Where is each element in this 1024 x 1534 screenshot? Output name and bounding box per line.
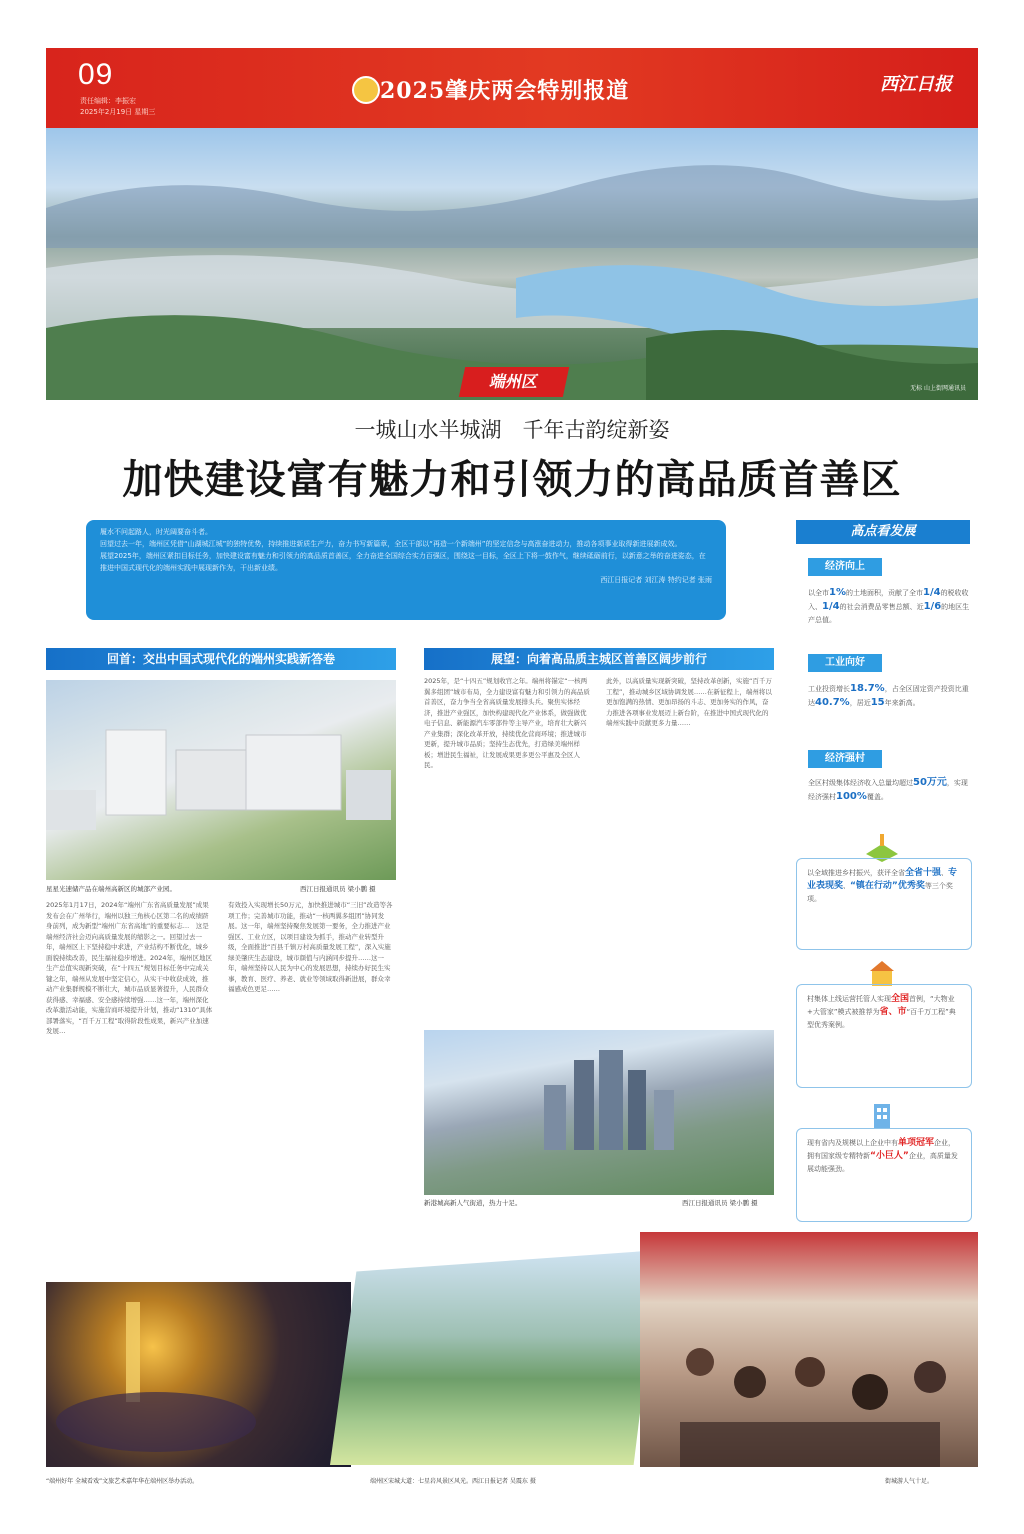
box-text: 等三个奖项。 bbox=[807, 882, 953, 903]
stat-value: 1% bbox=[829, 587, 846, 598]
box-highlight: 全国 bbox=[891, 994, 910, 1004]
sidebar-title: 高点看发展 bbox=[796, 520, 970, 544]
intro-paragraph: 回望过去一年，端州区凭借“山湖城江城”的独特优势，持续推进新质生产力，奋力书写新篇章，全区干部以“再造一个新端州”的坚定信念与高涨奋进动力，推动各项事业取得新进展新成效。 bbox=[100, 540, 682, 548]
emblem-icon bbox=[352, 76, 380, 104]
stat-text: ，占全区固定资产投资比重达 bbox=[808, 685, 969, 707]
stat-text: 的税收收入、 bbox=[808, 589, 969, 611]
intro-paragraph: 展望2025年，端州区紧扣目标任务，加快建设富有魅力和引领力的高品质首善区，全力奋进全国综合实力百强区，围绕这一目标，全区上下将一鼓作气，继续砥砺前行，以新意之举的奋进姿态，在推进中国式现代化的端州实践中展现新作为，干出新业绩。 bbox=[100, 552, 706, 572]
stat-value: 40.7% bbox=[815, 697, 850, 708]
stat-industry bbox=[808, 682, 972, 710]
box-text: 企业，拥有国家级专精特新 bbox=[807, 1139, 956, 1160]
lake-island-photo bbox=[330, 1250, 660, 1465]
stat-villages bbox=[808, 776, 972, 804]
photo2-caption: 新港城高新人气街道，热力十足。 bbox=[424, 1199, 522, 1207]
box-highlight: “镇在行动”优秀奖 bbox=[850, 881, 925, 891]
stat-text: 的土地面积，贡献了全市 bbox=[845, 589, 923, 597]
intro-paragraph: 履水不问起路人，时光阔要奋斗者。 bbox=[100, 528, 212, 536]
photo2-credit: 西江日报通讯员 梁小鹏 摄 bbox=[682, 1199, 758, 1207]
intro-box bbox=[86, 520, 726, 620]
box-text: 首例，“大物业+大管家”模式被推荐为 bbox=[807, 995, 955, 1016]
box-text: 村集体上线运营托管人实现 bbox=[807, 995, 891, 1003]
crowd-figures bbox=[640, 1232, 978, 1467]
stat-value: 18.7% bbox=[850, 683, 885, 694]
special-report-banner: 2025肇庆两会特别报道 bbox=[380, 78, 630, 104]
box-text: “百千万工程”典型优秀案例。 bbox=[807, 1008, 956, 1029]
stat-text: 的地区生产总值。 bbox=[808, 603, 970, 624]
box-text: 以全域推进乡村振兴，获评全省 bbox=[807, 869, 905, 877]
hero-landscape bbox=[46, 128, 978, 400]
page-meta bbox=[80, 96, 155, 118]
box-text: 企业，高质量发展动能强劲。 bbox=[807, 1152, 958, 1173]
stat-value: 1/4 bbox=[822, 601, 840, 612]
box-highlight: 省、市 bbox=[879, 1007, 907, 1017]
district-tag: 端州区 bbox=[459, 367, 569, 397]
stat-economy bbox=[808, 586, 972, 627]
box-text: 、 bbox=[941, 869, 949, 877]
stat-value: 15 bbox=[870, 697, 885, 708]
article-column-left: 2025年1月17日，2024年“端州广东省高质量发展”成果发布会在广州举行，端州以独三角核心区第二名的成绩跻身前列，成为新型“端州广东省高地”的重要标志… 这是端州经济社会迈向高质量发展的缩影之一。回望过去一年，端州区上下坚持稳中求进，产业结构不断优化，城乡面貌持续改善，民生福祉稳步增进。2024年，端州区地区生产总值实现新突破，在“十四五”规划目标任务中完成关键之年，端州从发展中坚定信心，从实干中收获成效，推动产业集群规模不断壮大，城市品质显著提升，人民群众获得感、幸福感、安全感持续增强……这一年，端州深化改革激活动能，实施营商环境提升计划，推动“1310”具体部署落实，“百千万工程”取得阶段性成果，新兴产业加速发展… bbox=[46, 901, 213, 1035]
stat-text: 全区村级集体经济收入总量均超过 bbox=[808, 779, 913, 787]
stat-value: 1/4 bbox=[922, 587, 941, 598]
night-festival-photo bbox=[46, 1282, 351, 1467]
box-highlight: 全省十强 bbox=[905, 868, 942, 878]
photo1-caption: 星星光速储产品在端州高新区的城部产业园。 bbox=[46, 885, 176, 893]
street-crowd-photo bbox=[640, 1232, 978, 1467]
highlight-box-enterprises bbox=[796, 1128, 972, 1222]
sidebar-tag-economy: 经济向上 bbox=[808, 558, 882, 576]
page-title: 加快建设富有魅力和引领力的高品质首善区 bbox=[122, 456, 902, 503]
stat-text: ，实现经济强村 bbox=[808, 779, 968, 801]
stat-value: 50万元 bbox=[913, 777, 947, 788]
box-highlight: 专业表现奖 bbox=[807, 868, 958, 891]
stat-value: 100% bbox=[836, 791, 867, 802]
stat-text: 以全市 bbox=[808, 589, 829, 597]
industrial-park-photo bbox=[46, 680, 396, 880]
festival-stage bbox=[46, 1282, 351, 1467]
stat-text: 年来新高。 bbox=[884, 699, 920, 707]
article-column-middle: 有效投入实现增长50万元，加快推进城市“三旧”改造等各项工作；完善城市功能，推动“一核两翼多组团”协同发展。这一年，端州坚持聚焦发展第一要务，全力推进产业强区、工业立区，以项目建设为抓手，推动产业转型升级，全面推进“百县千镇万村高质量发展工程”，深入实施绿美肇庆生态建设，城市颜值与内涵同步提升……这一年，端州坚持以人民为中心的发展思想，持续办好民生实事，教育、医疗、养老、就业等领域取得新进展，群众幸福感成色更足…… bbox=[228, 901, 393, 993]
city-skyline-photo bbox=[424, 1030, 774, 1195]
stat-value: 1/6 bbox=[923, 601, 942, 612]
bottom-caption-middle: 端州区宋城大道：七星岩风景区风光。西江日报记者 吴震东 摄 bbox=[370, 1478, 536, 1485]
highlight-box-property bbox=[796, 984, 972, 1088]
section-head-outlook: 展望：向着高品质主城区首善区阔步前行 bbox=[424, 648, 774, 670]
factory-buildings bbox=[46, 680, 396, 880]
bottom-caption-left: “端州好年 全城看戏”文旅艺术嘉年华在端州区举办活动。 bbox=[46, 1478, 199, 1485]
highlight-box-rural bbox=[796, 858, 972, 950]
box-text: 、 bbox=[843, 882, 851, 890]
hero-credit: 无标 山上街网通讯员 bbox=[910, 385, 966, 392]
stat-text: 的社会消费品零售总额、近 bbox=[839, 603, 924, 611]
newspaper-logo: 西江日报 bbox=[880, 74, 952, 95]
photo1-credit: 西江日报通讯员 梁小鹏 摄 bbox=[300, 885, 376, 893]
box-text: 现有省内及规模以上企业中有 bbox=[807, 1139, 898, 1147]
subtitle: 一城山水半城湖 千年古韵绽新姿 bbox=[354, 418, 670, 442]
date-line: 2025年2月19日 星期三 bbox=[80, 108, 156, 116]
box-highlight: “小巨人” bbox=[870, 1151, 909, 1161]
office-building-icon bbox=[862, 1100, 902, 1130]
highrise-towers bbox=[424, 1030, 774, 1195]
sidebar-tag-industry: 工业向好 bbox=[808, 654, 882, 672]
stat-text: ，居近 bbox=[849, 699, 871, 707]
stat-text: 工业投资增长 bbox=[808, 685, 850, 693]
page-number: 09 bbox=[78, 58, 114, 91]
sidebar-tag-villages: 经济强村 bbox=[808, 750, 882, 768]
stat-text: 覆盖。 bbox=[866, 793, 888, 801]
bottom-caption-right: 街城游人气十足。 bbox=[885, 1478, 934, 1485]
editor-line: 责任编辑：李振宏 bbox=[80, 97, 136, 105]
article-column-right-a: 2025年，是“十四五”规划收官之年。端州将锚定“一核两翼多组团”城市布局，全力建设富有魅力和引领力的高品质首善区，奋力争当全省高质量发展排头兵。聚焦实体经济，推进产业强区，加快构建现代化产业体系，做强做优电子信息、新能源汽车零部件等主导产业，培育壮大新兴产业集群；深化改革开放，持续优化营商环境；推进城市更新，提升城市品质；坚持生态优先，打造绿美端州样板；增进民生福祉，让发展成果更多更公平惠及全区人民。 bbox=[424, 677, 590, 769]
intro-signature: 西江日报记者 刘江涛 特约记者 张雨 bbox=[600, 576, 712, 584]
section-head-review: 回首：交出中国式现代化的端州实践新答卷 bbox=[46, 648, 396, 670]
box-highlight: 单项冠军 bbox=[898, 1138, 935, 1148]
article-column-right-b: 此外，以高质量实现新突破，坚持改革创新，实施“百千万工程”，推动城乡区域协调发展……在新征程上，端州将以更加饱满的热情、更加昂扬的斗志、更加务实的作风，奋力推进各项事业发展迈上新台阶，在推进中国式现代化的端州实践中贡献更多力量…… bbox=[606, 677, 772, 727]
hero-photo bbox=[46, 128, 978, 400]
